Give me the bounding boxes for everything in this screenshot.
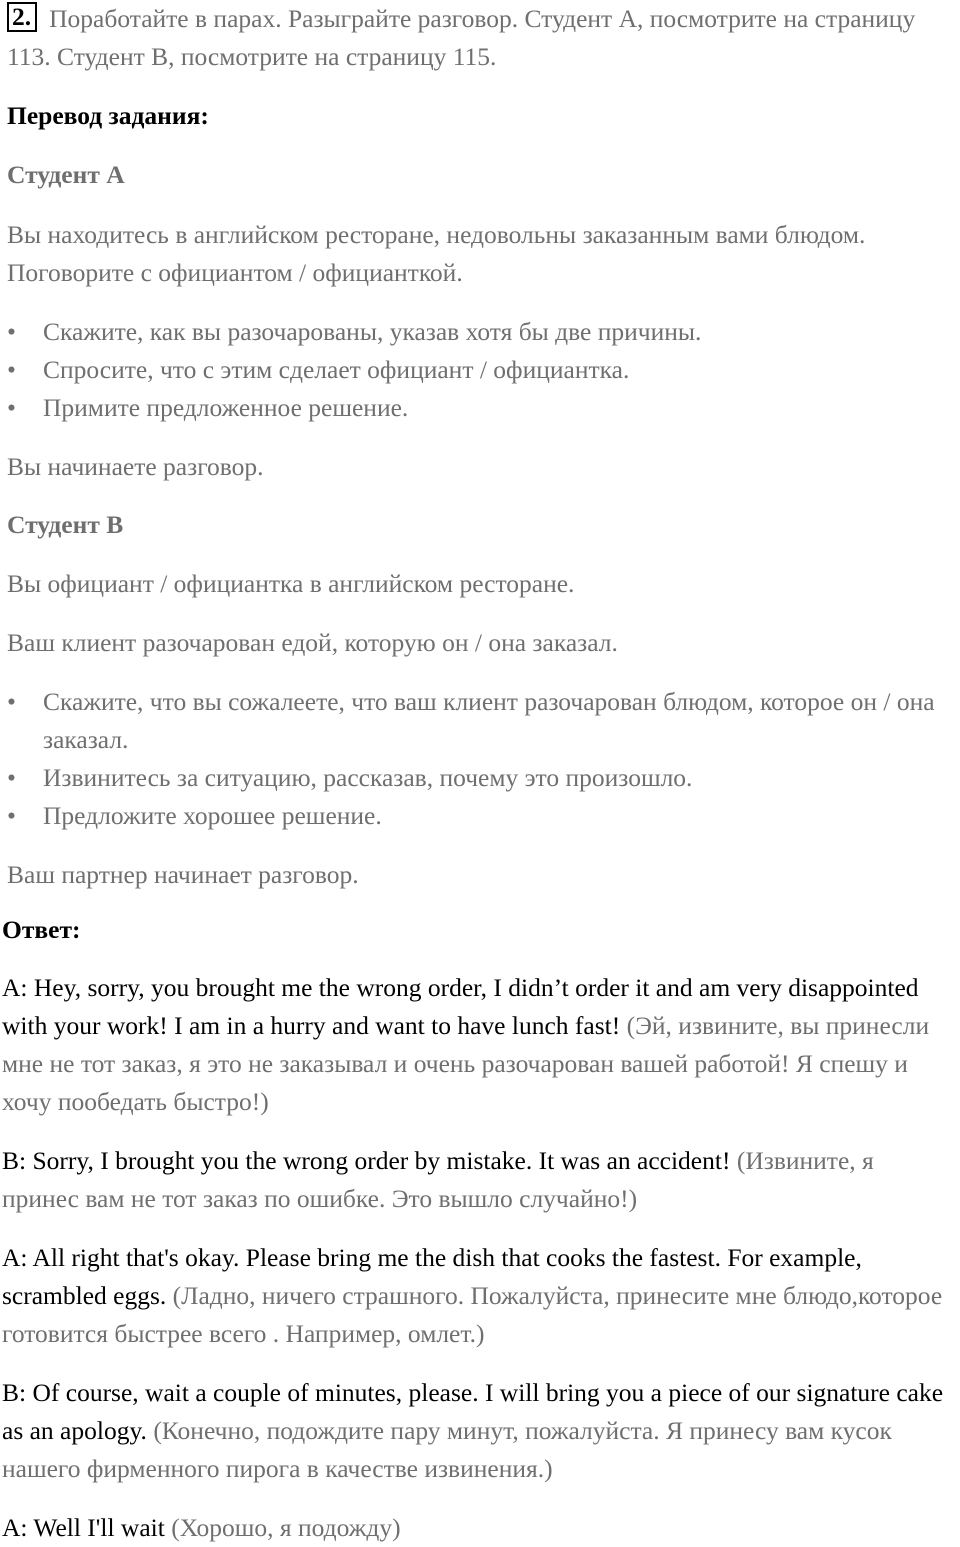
student-b-intro-2: Ваш клиент разочарован едой, которую он / она заказал. [7, 628, 618, 657]
student-b-heading: Студент В [7, 510, 124, 539]
dialogue-english: A: Hey, sorry, you brought me the wrong order, I didn’t order it and am very disappointed with your work! I am in a hurry and want to have lunch fast! [2, 973, 919, 1040]
student-b-bullet-list [7, 683, 954, 835]
list-item: • Предложите хорошее решение. [7, 797, 954, 835]
bullet-icon: • [7, 355, 16, 384]
task-text: Поработайте в парах. Разыграйте разговор. Студент А, посмотрите на страницу 113. Студент В, посмотрите на страницу 115. [7, 4, 916, 71]
dialogue-line [2, 1509, 954, 1547]
task-number: 2. [7, 2, 37, 32]
student-a-heading: Студент А [7, 160, 125, 189]
list-item: • Извинитесь за ситуацию, рассказав, почему это произошло. [7, 759, 954, 797]
dialogue-english: B: Of course, wait a couple of minutes, please. I will bring you a piece of our signature cake as an apology. [2, 1378, 944, 1445]
dialogue-russian: (Ладно, ничего страшного. Пожалуйста, принесите мне блюдо,которое готовится быстрее всего . Например, омлет.) [2, 1281, 943, 1348]
dialogue-russian: (Извините, я принес вам не тот заказ по ошибке. Это вышло случайно!) [2, 1146, 874, 1213]
translation-heading: Перевод задания: [7, 101, 209, 130]
student-b-outro: Ваш партнер начинает разговор. [7, 860, 359, 889]
student-b-intro-1: Вы официант / официантка в английском ресторане. [7, 569, 575, 598]
student-a-intro: Вы находитесь в английском ресторане, недовольны заказанным вами блюдом. Поговорите с официантом / официанткой. [7, 220, 866, 287]
list-item: • Скажите, как вы разочарованы, указав хотя бы две причины. [7, 313, 954, 351]
student-a-outro: Вы начинаете разговор. [7, 452, 264, 481]
dialogue-english: B: Sorry, I brought you the wrong order by mistake. It was an accident! [2, 1146, 731, 1175]
dialogue-line [2, 969, 954, 1121]
dialogue-russian: (Конечно, подождите пару минут, пожалуйста. Я принесу вам кусок нашего фирменного пирога в качестве извинения.) [2, 1416, 892, 1483]
list-item: • Скажите, что вы сожалеете, что ваш клиент разочарован блюдом, которое он / она заказал. [7, 683, 954, 759]
dialogue-english: A: All right that's okay. Please bring me the dish that cooks the fastest. For example, scrambled eggs. [2, 1243, 862, 1310]
dialogue-line [2, 1239, 954, 1353]
bullet-icon: • [7, 317, 16, 346]
dialogue-line [2, 1142, 954, 1218]
bullet-icon: • [7, 687, 16, 716]
bullet-icon: • [7, 763, 16, 792]
student-a-bullet-list [7, 313, 954, 427]
bullet-icon: • [7, 801, 16, 830]
task-statement [7, 0, 954, 76]
list-item: • Спросите, что с этим сделает официант / официантка. [7, 351, 954, 389]
dialogue-russian: (Эй, извините, вы принесли мне не тот заказ, я это не заказывал и очень разочарован вашей работой! Я спешу и хочу пообедать быстро!) [2, 1011, 930, 1116]
bullet-icon: • [7, 393, 16, 422]
dialogue-russian: (Хорошо, я подожду) [171, 1513, 401, 1542]
dialogue-line [2, 1374, 954, 1488]
list-item: • Примите предложенное решение. [7, 389, 954, 427]
dialogue-english: A: Well I'll wait [2, 1513, 165, 1542]
answer-heading: Ответ: [2, 915, 81, 944]
